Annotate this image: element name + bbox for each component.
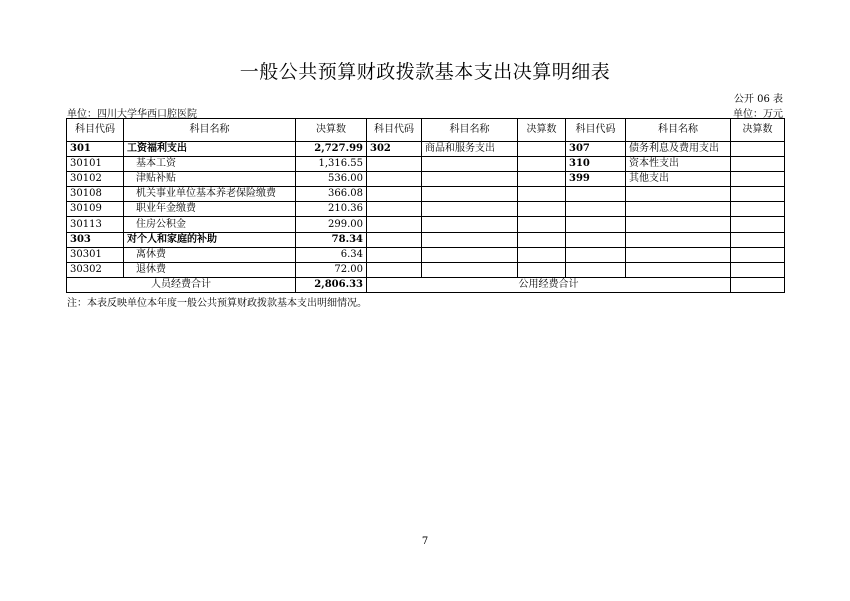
code-cell: 30113 [67, 217, 124, 232]
name-cell [626, 187, 731, 202]
code-cell [367, 262, 422, 277]
name-cell [626, 262, 731, 277]
name-cell [626, 217, 731, 232]
amount-cell [731, 202, 785, 217]
amount-cell [731, 262, 785, 277]
header-cell: 决算数 [296, 119, 367, 142]
table-row [67, 247, 785, 262]
table-row [67, 142, 785, 157]
amount-cell: 210.36 [296, 202, 367, 217]
page-number: 7 [421, 536, 429, 547]
name-cell: 债务利息及费用支出 [626, 142, 731, 157]
table-row [67, 232, 785, 247]
public-total-label: 公用经费合计 [367, 277, 731, 292]
name-cell: 离休费 [124, 247, 296, 262]
name-cell [626, 202, 731, 217]
table-header-row [67, 119, 785, 142]
header-cell: 科目名称 [422, 119, 518, 142]
name-cell: 退休费 [124, 262, 296, 277]
name-cell [422, 217, 518, 232]
personnel-total-label: 人员经费合计 [67, 277, 296, 292]
header-cell: 科目名称 [124, 119, 296, 142]
amount-cell [518, 202, 566, 217]
amount-cell [518, 262, 566, 277]
amount-cell [731, 142, 785, 157]
code-cell: 30109 [67, 202, 124, 217]
table-note: 注：本表反映单位本年度一般公共预算财政拨款基本支出明细情况。 [67, 298, 367, 309]
name-cell [422, 187, 518, 202]
code-cell: 30302 [67, 262, 124, 277]
amount-cell [731, 187, 785, 202]
header-cell: 科目名称 [626, 119, 731, 142]
code-cell [367, 202, 422, 217]
table-body [67, 142, 785, 278]
code-cell [367, 232, 422, 247]
table-row [67, 157, 785, 172]
amount-cell: 6.34 [296, 247, 367, 262]
name-cell [626, 232, 731, 247]
amount-cell [518, 142, 566, 157]
name-cell [422, 202, 518, 217]
table-row [67, 217, 785, 232]
amount-cell [518, 247, 566, 262]
code-cell [367, 187, 422, 202]
personnel-total-value: 2,806.33 [296, 277, 367, 292]
table-row [67, 172, 785, 187]
code-cell: 301 [67, 142, 124, 157]
amount-cell: 72.00 [296, 262, 367, 277]
name-cell: 基本工资 [124, 157, 296, 172]
amount-cell [731, 217, 785, 232]
totals-row [67, 277, 785, 292]
table-row [67, 262, 785, 277]
amount-cell: 536.00 [296, 172, 367, 187]
name-cell [422, 157, 518, 172]
header-cell: 科目代码 [367, 119, 422, 142]
name-cell: 工资福利支出 [124, 142, 296, 157]
code-cell [367, 157, 422, 172]
code-cell: 307 [566, 142, 626, 157]
amount-cell [731, 232, 785, 247]
amount-cell: 299.00 [296, 217, 367, 232]
code-cell: 30301 [67, 247, 124, 262]
code-cell [566, 202, 626, 217]
amount-cell: 1,316.55 [296, 157, 367, 172]
amount-cell [518, 157, 566, 172]
form-number: 公开 06 表 [733, 94, 783, 105]
amount-cell [518, 232, 566, 247]
name-cell: 对个人和家庭的补助 [124, 232, 296, 247]
header-cell: 科目代码 [67, 119, 124, 142]
table-row [67, 202, 785, 217]
code-cell: 302 [367, 142, 422, 157]
amount-cell: 78.34 [296, 232, 367, 247]
public-total-value [731, 277, 785, 292]
name-cell [422, 232, 518, 247]
name-cell: 其他支出 [626, 172, 731, 187]
amount-cell: 2,727.99 [296, 142, 367, 157]
code-cell [566, 232, 626, 247]
table-row [67, 187, 785, 202]
header-cell: 决算数 [518, 119, 566, 142]
header-cell: 科目代码 [566, 119, 626, 142]
code-cell [566, 247, 626, 262]
code-cell: 303 [67, 232, 124, 247]
code-cell: 399 [566, 172, 626, 187]
header-cell: 决算数 [731, 119, 785, 142]
name-cell [626, 247, 731, 262]
code-cell: 30101 [67, 157, 124, 172]
code-cell [566, 187, 626, 202]
name-cell: 住房公积金 [124, 217, 296, 232]
amount-cell [731, 157, 785, 172]
amount-cell: 366.08 [296, 187, 367, 202]
name-cell: 资本性支出 [626, 157, 731, 172]
code-cell [566, 262, 626, 277]
code-cell: 30102 [67, 172, 124, 187]
name-cell: 机关事业单位基本养老保险缴费 [124, 187, 296, 202]
amount-cell [731, 247, 785, 262]
name-cell: 职业年金缴费 [124, 202, 296, 217]
amount-cell [518, 217, 566, 232]
currency-unit: 单位：万元 [733, 109, 783, 120]
code-cell [367, 247, 422, 262]
amount-cell [518, 172, 566, 187]
name-cell [422, 172, 518, 187]
name-cell: 商品和服务支出 [422, 142, 518, 157]
unit-name: 单位：四川大学华西口腔医院 [67, 109, 197, 120]
name-cell [422, 247, 518, 262]
amount-cell [731, 172, 785, 187]
page-title: 一般公共预算财政拨款基本支出决算明细表 [239, 61, 611, 83]
code-cell [367, 217, 422, 232]
name-cell [422, 262, 518, 277]
code-cell: 30108 [67, 187, 124, 202]
amount-cell [518, 187, 566, 202]
code-cell: 310 [566, 157, 626, 172]
code-cell [367, 172, 422, 187]
name-cell: 津贴补贴 [124, 172, 296, 187]
code-cell [566, 217, 626, 232]
expenditure-table [66, 118, 785, 293]
